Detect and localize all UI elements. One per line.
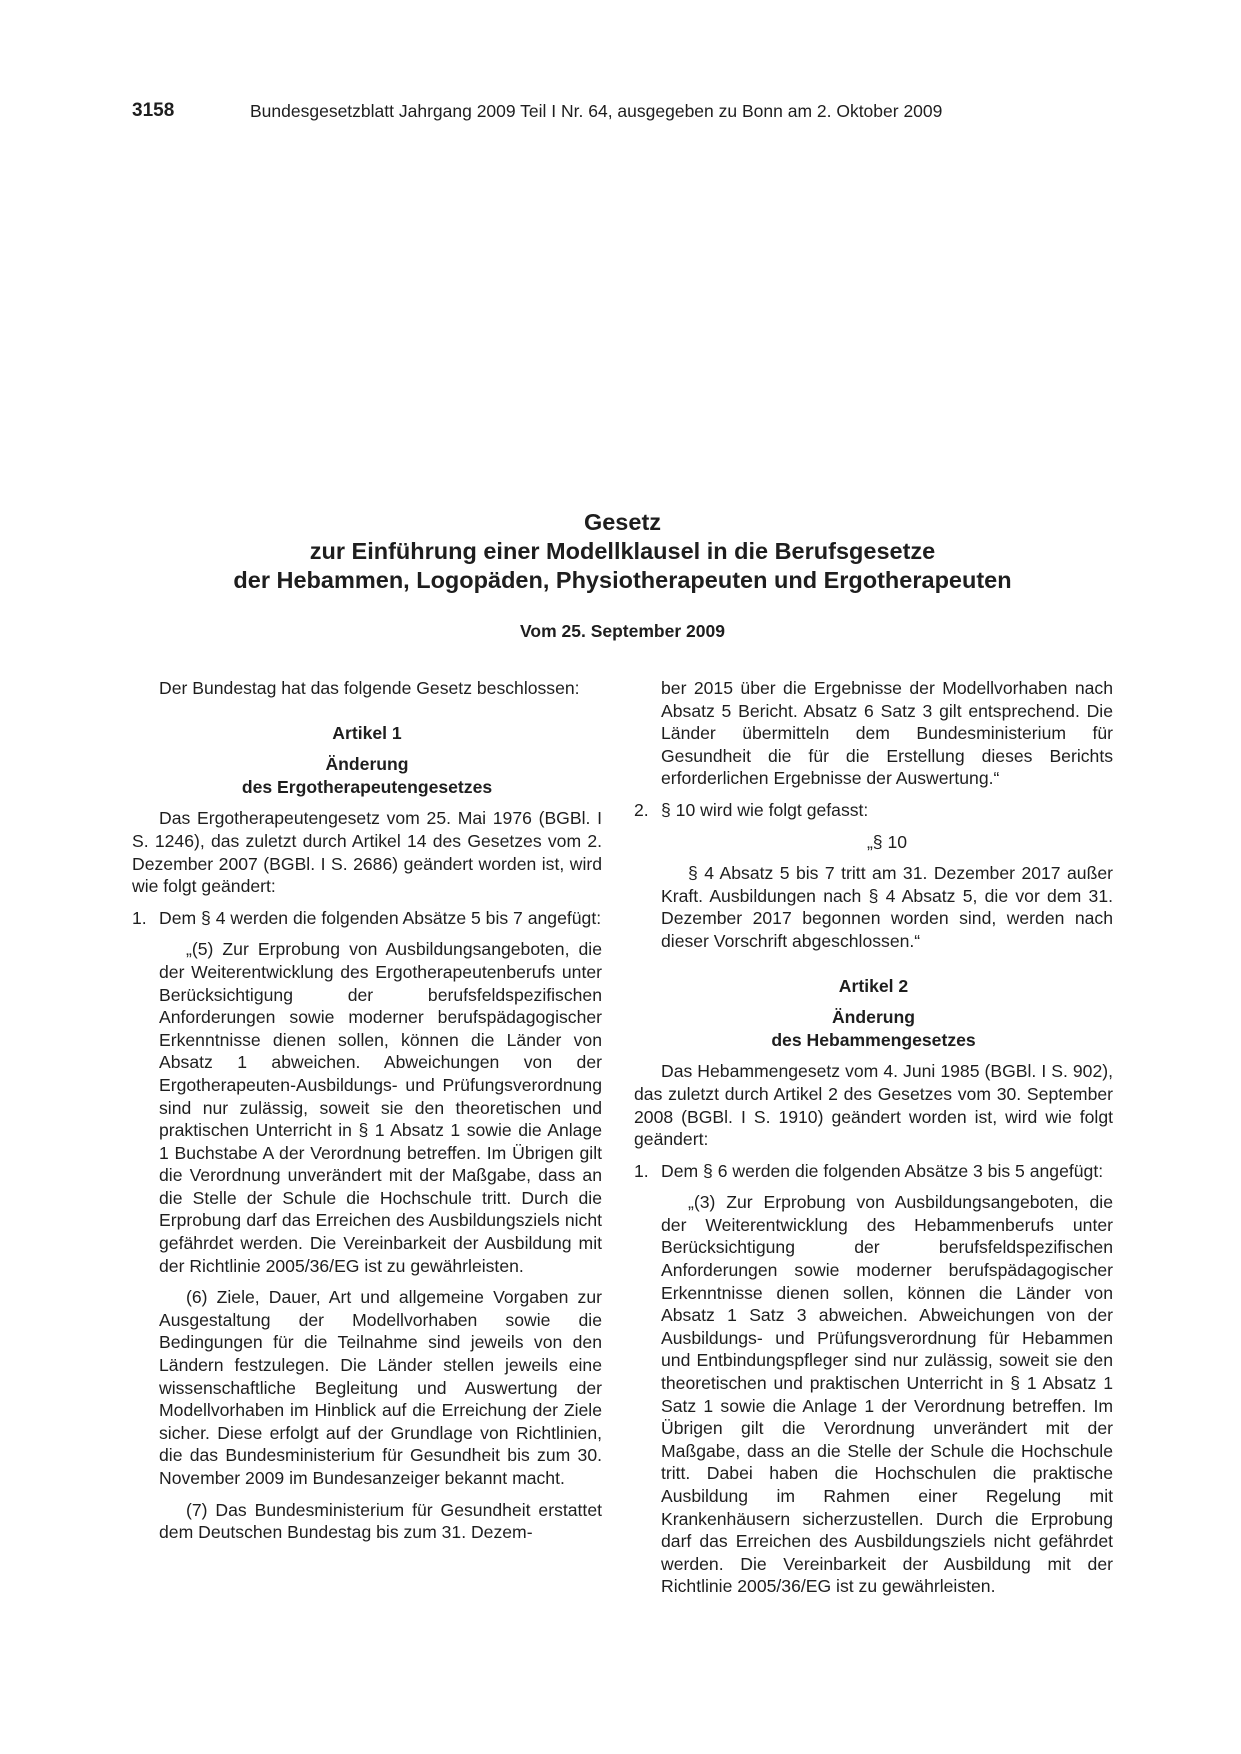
- article-1-title: [132, 753, 602, 798]
- section-10-text: § 4 Absatz 5 bis 7 tritt am 31. Dezember 2017 außer Kraft. Ausbildungen nach § 4 Absatz 5, die vor dem 31. Dezember 2017 begonnen worden sind, werden nach dieser Vorschrift abgeschlossen.“: [661, 863, 1113, 951]
- paragraph-3: „(3) Zur Erprobung von Ausbildungsangeboten, die der Weiterentwicklung des Hebammenberufs unter Berücksichtigung der berufsfeldspezifischen Anforderungen sowie moderner berufspädagogischer Erkenntnisse dienen sollen, können die Länder von Absatz 1 Satz 3 abweichen. Abweichungen von der Ausbildungs- und Prüfungsverordnung für Hebammen und Entbindungspfleger sind nur zulässig, soweit sie den theoretischen und praktischen Unterricht in § 1 Absatz 1 Satz 1 sowie die Anlage 1 der Verordnung betreffen. Im Übrigen gilt die Verordnung unverändert mit der Maßgabe, dass an die Stelle der Schule die Hochschule tritt. Dabei haben die Hochschulen die praktische Ausbildung im Rahmen einer Regelung mit Krankenhäusern sicherzustellen. Durch die Erprobung darf das Erreichen des Ausbildungsziels nicht gefährdet werden. Die Vereinbarkeit der Ausbildung mit der Richtlinie 2005/36/EG ist zu gewährleisten.: [661, 1192, 1113, 1597]
- item-text: Dem § 6 werden die folgenden Absätze 3 bis 5 angefügt:: [661, 1160, 1104, 1181]
- section-10-heading: „§ 10: [866, 831, 908, 852]
- article-1-label: Artikel 1: [332, 722, 402, 743]
- paragraph-7-start: (7) Das Bundesministerium für Gesundheit erstattet dem Deutschen Bundestag bis zum 31. Dezem-: [159, 1499, 602, 1543]
- running-head: Bundesgesetzblatt Jahrgang 2009 Teil I Nr. 64, ausgegeben zu Bonn am 2. Oktober 2009: [250, 101, 943, 121]
- law-title-block: [132, 508, 1113, 642]
- paragraph-7-continued: ber 2015 über die Ergebnisse der Modellvorhaben nach Absatz 5 Bericht. Absatz 6 Satz 3 gilt entsprechend. Die Länder übermitteln dem Bundesministerium für Gesundheit die für die Erstellung dieses Berichts erforderlichen Ergebnisse der Auswertung.“: [661, 678, 1113, 789]
- amendment-quote: [634, 1191, 1113, 1598]
- law-date: Vom 25. September 2009: [520, 621, 725, 641]
- article-2-intro: Das Hebammengesetz vom 4. Juni 1985 (BGBl. I S. 902), das zuletzt durch Artikel 2 des Gesetzes vom 30. September 2008 (BGBl. I S. 1910) geändert worden ist, wird wie folgt geändert:: [634, 1061, 1113, 1150]
- article-2-title-line-2: des Hebammengesetzes: [771, 1029, 976, 1050]
- item-text: § 10 wird wie folgt gefasst:: [661, 799, 869, 820]
- list-item: [634, 1160, 1113, 1183]
- law-title-line-3: der Hebammen, Logopäden, Physiotherapeuten und Ergotherapeuten: [233, 567, 1012, 593]
- amendment-quote: [132, 938, 602, 1543]
- paragraph-6: (6) Ziele, Dauer, Art und allgemeine Vorgaben zur Ausgestaltung der Modellvorhaben sowie die Bedingungen für die Teilnahme sind jeweils von den Ländern festzulegen. Die Länder stellen jeweils eine wissenschaftliche Begleitung und Auswertung der Modellvorhaben im Hinblick auf die Erreichung der Ziele sicher. Diese erfolgt auf der Grundlage von Richtlinien, die das Bundesministerium für Gesundheit bis zum 30. November 2009 im Bundesanzeiger bekannt macht.: [159, 1287, 602, 1488]
- enactment-clause: Der Bundestag hat das folgende Gesetz beschlossen:: [159, 678, 580, 698]
- section-10-quote: [634, 862, 1113, 952]
- paragraph-5: „(5) Zur Erprobung von Ausbildungsangeboten, die der Weiterentwicklung des Ergotherapeutenberufs unter Berücksichtigung der berufsfeldspezifischen Anforderungen sowie moderner berufspädagogischer Erkenntnisse dienen sollen, können die Länder von Absatz 1 abweichen. Abweichungen von der Ergotherapeuten-Ausbildungs- und Prüfungsverordnung sind nur zulässig, soweit sie den theoretischen und praktischen Unterricht in § 1 Absatz 1 sowie die Anlage 1 Buchstabe A der Verordnung betreffen. Im Übrigen gilt die Verordnung unverändert mit der Maßgabe, dass an die Stelle der Schule die Hochschule tritt. Durch die Erprobung darf das Erreichen des Ausbildungsziels nicht gefährdet werden. Die Vereinbarkeit der Ausbildung mit der Richtlinie 2005/36/EG ist zu gewährleisten.: [159, 939, 602, 1276]
- article-2-label: Artikel 2: [838, 975, 909, 996]
- item-number: 1.: [634, 1160, 649, 1181]
- list-item: [132, 907, 602, 930]
- article-2-title-line-1: Änderung: [831, 1007, 916, 1028]
- amendment-quote-continued: [634, 677, 1113, 790]
- item-number: 1.: [132, 907, 147, 928]
- left-column: [132, 677, 602, 1553]
- article-2-title: [634, 1006, 1113, 1051]
- law-title-line-1: Gesetz: [583, 509, 662, 535]
- list-item: [634, 799, 1113, 822]
- article-1-title-line-2: des Ergotherapeutengesetzes: [241, 776, 493, 797]
- item-number: 2.: [634, 799, 649, 820]
- right-column: [634, 677, 1113, 1607]
- item-text: Dem § 4 werden die folgenden Absätze 5 bis 7 angefügt:: [159, 907, 602, 928]
- article-1-intro: Das Ergotherapeutengesetz vom 25. Mai 1976 (BGBl. I S. 1246), das zuletzt durch Artikel 14 des Gesetzes vom 2. Dezember 2007 (BGBl. I S. 2686) geändert worden ist, wird wie folgt geändert:: [132, 808, 602, 897]
- page-number: 3158: [132, 100, 175, 121]
- law-title-line-2: zur Einführung einer Modellklausel in die Berufsgesetze: [309, 538, 936, 564]
- article-1-title-line-1: Änderung: [325, 754, 409, 775]
